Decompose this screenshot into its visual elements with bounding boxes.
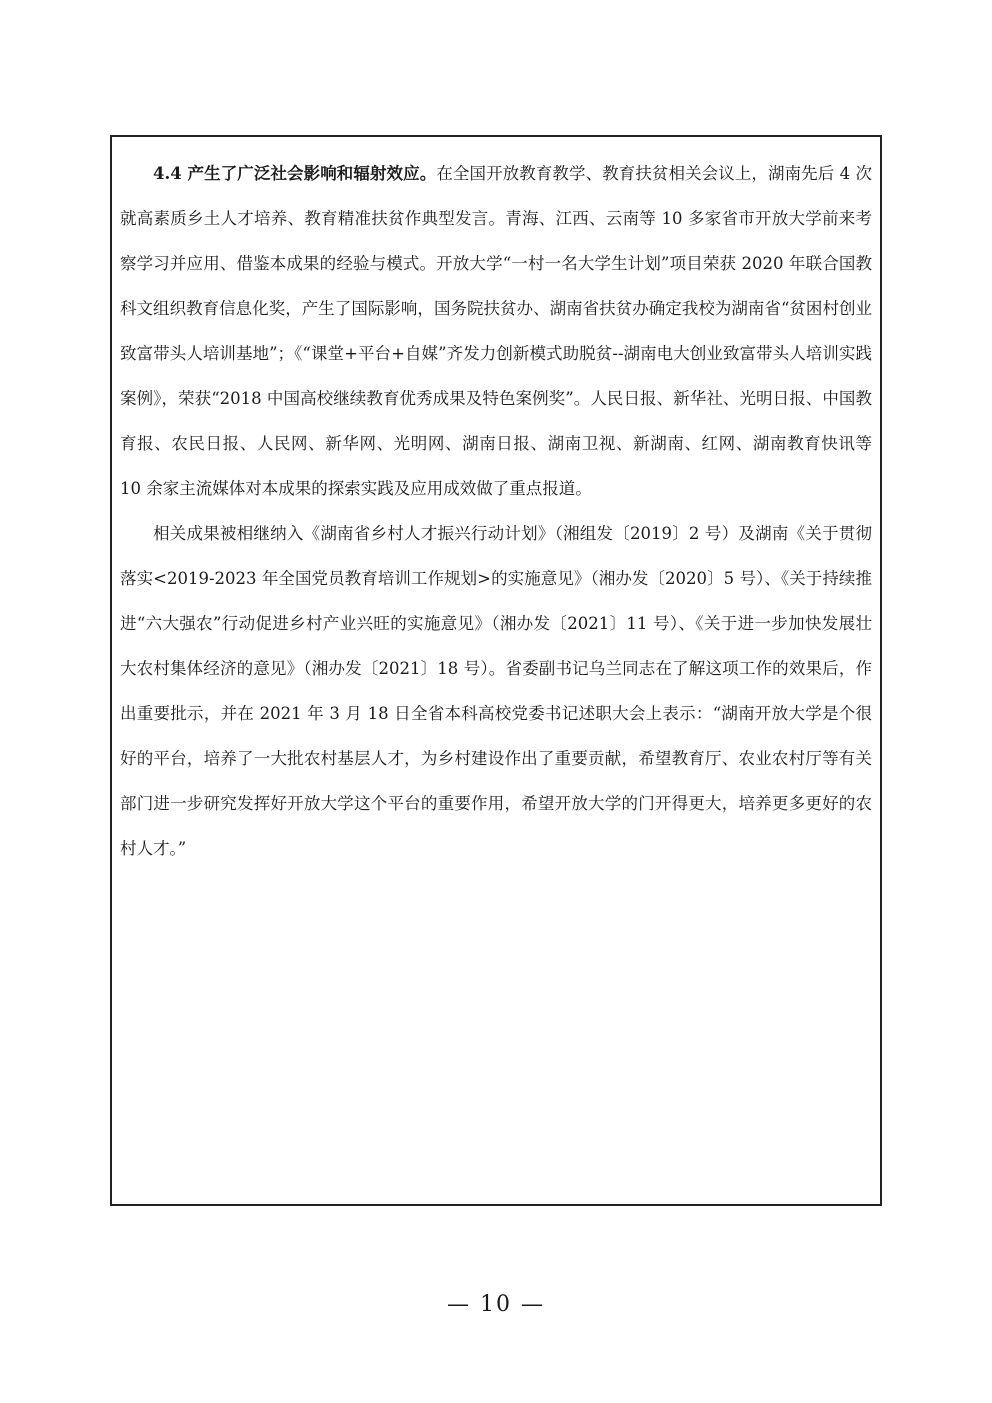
paragraph-policy: 相关成果被相继纳入《湖南省乡村人才振兴行动计划》（湘组发〔2019〕2 号）及湖南《关于贯彻落实<2019-2023 年全国党员教育培训工作规划>的实施意见》（湘办发〔2020〕5 号）、《关于持续推进“六大强农”行动促进乡村产业兴旺的实施意见》（湘办发〔2021〕11 号）、《关于进一步加快发展壮大农村集体经济的意见》（湘办发〔2021〕18 号）。省委副书记乌兰同志在了解这项工作的效果后，作出重要批示，并在 2021 年 3 月 18 日全省本科高校党委书记述职大会上表示：“湖南开放大学是个很好的平台，培养了一大批农村基层人才，为乡村建设作出了重要贡献，希望教育厅、农业农村厅等有关部门进一步研究发挥好开放大学这个平台的重要作用，希望开放大学的门开得更大，培养更多更好的农村人才。” (120, 524, 872, 858)
paragraph-impact (120, 151, 872, 511)
content-frame (110, 135, 882, 1206)
page-number: — 10 — (447, 1292, 545, 1317)
section-body (120, 151, 872, 871)
paragraph-impact-text: 在全国开放教育教学、教育扶贫相关会议上，湖南先后 4 次就高素质乡土人才培养、教育精准扶贫作典型发言。青海、江西、云南等 10 多家省市开放大学前来考察学习并应用、借鉴本成果的经验与模式。开放大学“一村一名大学生计划”项目荣获 2020 年联合国教科文组织教育信息化奖，产生了国际影响，国务院扶贫办、湖南省扶贫办确定我校为湖南省“贫困村创业致富带头人培训基地”；《“课堂+平台+自媒”齐发力创新模式助脱贫--湖南电大创业致富带头人培训实践案例》，荣获“2018 中国高校继续教育优秀成果及特色案例奖”。人民日报、新华社、光明日报、中国教育报、农民日报、人民网、新华网、光明网、湖南日报、湖南卫视、新湖南、红网、湖南教育快讯等 10 余家主流媒体对本成果的探索实践及应用成效做了重点报道。 (120, 164, 872, 498)
section-heading: 4.4 产生了广泛社会影响和辐射效应。 (153, 164, 437, 183)
